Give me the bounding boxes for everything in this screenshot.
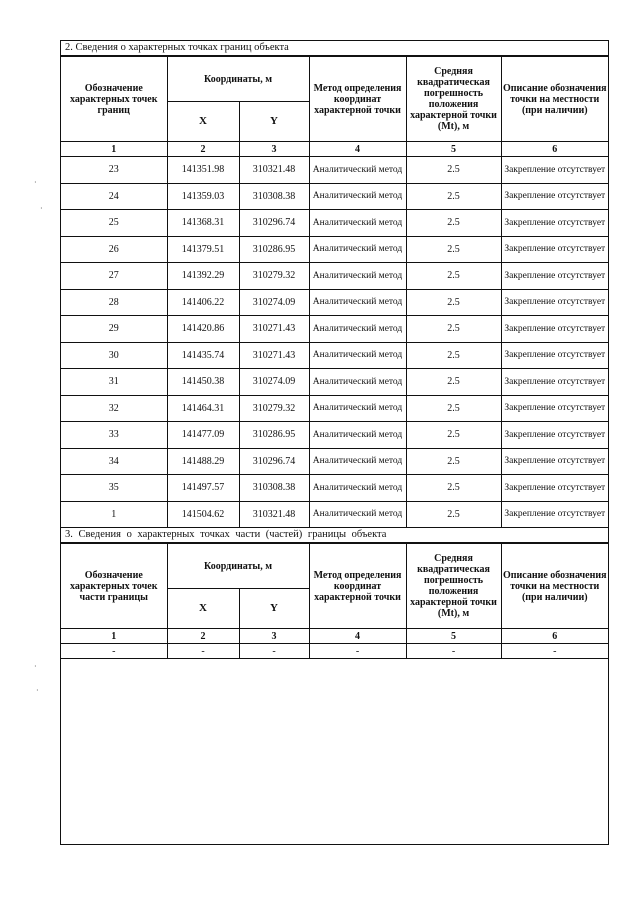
col-number: 3 <box>239 629 309 644</box>
cell-mt: 2.5 <box>406 501 501 528</box>
cell-method: Аналитический метод <box>309 183 406 210</box>
scan-speck: · <box>40 204 43 213</box>
col-number: 6 <box>501 142 608 157</box>
table-row <box>61 183 608 210</box>
cell-x: 141420.86 <box>167 316 239 343</box>
col-number: 4 <box>309 629 406 644</box>
header-x: X <box>167 102 239 142</box>
table-row <box>61 316 608 343</box>
col-number: 4 <box>309 142 406 157</box>
cell-method: - <box>309 644 406 659</box>
cell-method: Аналитический метод <box>309 263 406 290</box>
cell-point: 33 <box>61 422 167 449</box>
cell-point: 30 <box>61 342 167 369</box>
cell-description: Закрепление отсутствует <box>501 210 608 237</box>
cell-y: 310296.74 <box>239 448 309 475</box>
cell-x: 141450.38 <box>167 369 239 396</box>
cell-point: 31 <box>61 369 167 396</box>
table-row <box>61 448 608 475</box>
header-designation: Обозначение характерных точек части границы <box>61 544 167 629</box>
col-number: 2 <box>167 142 239 157</box>
cell-x: 141477.09 <box>167 422 239 449</box>
cell-point: 25 <box>61 210 167 237</box>
cell-mt: 2.5 <box>406 210 501 237</box>
cell-x: 141351.98 <box>167 157 239 184</box>
cell-description: - <box>501 644 608 659</box>
cell-y: 310321.48 <box>239 501 309 528</box>
cell-y: 310308.38 <box>239 183 309 210</box>
table-row <box>61 369 608 396</box>
cell-y: 310296.74 <box>239 210 309 237</box>
col-number: 1 <box>61 629 167 644</box>
cell-point: 27 <box>61 263 167 290</box>
header-coordinates: Координаты, м <box>167 57 309 102</box>
cell-description: Закрепление отсутствует <box>501 448 608 475</box>
cell-method: Аналитический метод <box>309 475 406 502</box>
table-row <box>61 236 608 263</box>
cell-x: 141379.51 <box>167 236 239 263</box>
cell-x: 141504.62 <box>167 501 239 528</box>
col-number: 5 <box>406 629 501 644</box>
scan-speck: · <box>34 662 37 671</box>
cell-y: 310308.38 <box>239 475 309 502</box>
cell-point: 1 <box>61 501 167 528</box>
col-number: 5 <box>406 142 501 157</box>
table-row <box>61 263 608 290</box>
cell-x: 141497.57 <box>167 475 239 502</box>
section-3-table <box>61 543 608 659</box>
header-designation: Обозначение характерных точек границ <box>61 57 167 142</box>
cell-description: Закрепление отсутствует <box>501 475 608 502</box>
header-y: Y <box>239 102 309 142</box>
scan-speck: · <box>34 178 37 187</box>
table-row <box>61 210 608 237</box>
cell-description: Закрепление отсутствует <box>501 369 608 396</box>
cell-mt: 2.5 <box>406 395 501 422</box>
col-number: 1 <box>61 142 167 157</box>
cell-x: - <box>167 644 239 659</box>
cell-description: Закрепление отсутствует <box>501 183 608 210</box>
cell-method: Аналитический метод <box>309 316 406 343</box>
cell-method: Аналитический метод <box>309 422 406 449</box>
cell-description: Закрепление отсутствует <box>501 422 608 449</box>
cell-point: 34 <box>61 448 167 475</box>
cell-point: 28 <box>61 289 167 316</box>
header-method: Метод определения координат характерной точки <box>309 57 406 142</box>
cell-description: Закрепление отсутствует <box>501 395 608 422</box>
table-row <box>61 289 608 316</box>
cell-method: Аналитический метод <box>309 210 406 237</box>
cell-method: Аналитический метод <box>309 342 406 369</box>
scan-speck: · <box>36 686 39 695</box>
cell-y: 310271.43 <box>239 342 309 369</box>
table-row <box>61 644 608 659</box>
table-row <box>61 157 608 184</box>
cell-x: 141368.31 <box>167 210 239 237</box>
cell-mt: 2.5 <box>406 157 501 184</box>
cell-x: 141406.22 <box>167 289 239 316</box>
cell-description: Закрепление отсутствует <box>501 289 608 316</box>
document-frame <box>60 40 609 845</box>
table-row <box>61 395 608 422</box>
cell-y: 310274.09 <box>239 289 309 316</box>
cell-description: Закрепление отсутствует <box>501 342 608 369</box>
cell-mt: 2.5 <box>406 475 501 502</box>
cell-method: Аналитический метод <box>309 289 406 316</box>
section-3-title: 3. Сведения о характерных точках части (частей) границы объекта <box>61 528 608 543</box>
header-method: Метод определения координат характерной точки <box>309 544 406 629</box>
cell-mt: 2.5 <box>406 316 501 343</box>
cell-method: Аналитический метод <box>309 369 406 396</box>
cell-y: 310279.32 <box>239 263 309 290</box>
cell-method: Аналитический метод <box>309 395 406 422</box>
cell-y: 310321.48 <box>239 157 309 184</box>
header-coordinates: Координаты, м <box>167 544 309 589</box>
cell-mt: 2.5 <box>406 448 501 475</box>
cell-x: 141488.29 <box>167 448 239 475</box>
cell-method: Аналитический метод <box>309 448 406 475</box>
cell-x: 141392.29 <box>167 263 239 290</box>
cell-mt: 2.5 <box>406 236 501 263</box>
cell-mt: 2.5 <box>406 183 501 210</box>
cell-method: Аналитический метод <box>309 157 406 184</box>
cell-y: 310279.32 <box>239 395 309 422</box>
cell-point: 23 <box>61 157 167 184</box>
cell-y: 310274.09 <box>239 369 309 396</box>
cell-point: 35 <box>61 475 167 502</box>
table-row <box>61 342 608 369</box>
cell-y: 310271.43 <box>239 316 309 343</box>
cell-y: - <box>239 644 309 659</box>
cell-description: Закрепление отсутствует <box>501 316 608 343</box>
cell-x: 141464.31 <box>167 395 239 422</box>
section-2-title: 2. Сведения о характерных точках границ объекта <box>61 41 608 56</box>
cell-mt: 2.5 <box>406 422 501 449</box>
cell-point: - <box>61 644 167 659</box>
cell-description: Закрепление отсутствует <box>501 501 608 528</box>
header-description: Описание обозначения точки на местности (при наличии) <box>501 57 608 142</box>
cell-description: Закрепление отсутствует <box>501 157 608 184</box>
cell-point: 29 <box>61 316 167 343</box>
cell-method: Аналитический метод <box>309 236 406 263</box>
section-2-table <box>61 56 608 528</box>
cell-mt: - <box>406 644 501 659</box>
cell-x: 141435.74 <box>167 342 239 369</box>
cell-point: 24 <box>61 183 167 210</box>
cell-y: 310286.95 <box>239 236 309 263</box>
cell-y: 310286.95 <box>239 422 309 449</box>
col-number: 6 <box>501 629 608 644</box>
header-y: Y <box>239 589 309 629</box>
table-row <box>61 422 608 449</box>
col-number: 3 <box>239 142 309 157</box>
cell-description: Закрепление отсутствует <box>501 263 608 290</box>
cell-mt: 2.5 <box>406 369 501 396</box>
cell-x: 141359.03 <box>167 183 239 210</box>
cell-point: 32 <box>61 395 167 422</box>
table-row <box>61 475 608 502</box>
cell-description: Закрепление отсутствует <box>501 236 608 263</box>
cell-mt: 2.5 <box>406 289 501 316</box>
cell-method: Аналитический метод <box>309 501 406 528</box>
table-row <box>61 501 608 528</box>
header-error: Средняя квадратическая погрешность положения характерной точки (Mt), м <box>406 544 501 629</box>
header-description: Описание обозначения точки на местности (при наличии) <box>501 544 608 629</box>
header-x: X <box>167 589 239 629</box>
cell-point: 26 <box>61 236 167 263</box>
col-number: 2 <box>167 629 239 644</box>
cell-mt: 2.5 <box>406 342 501 369</box>
header-error: Средняя квадратическая погрешность положения характерной точки (Mt), м <box>406 57 501 142</box>
cell-mt: 2.5 <box>406 263 501 290</box>
